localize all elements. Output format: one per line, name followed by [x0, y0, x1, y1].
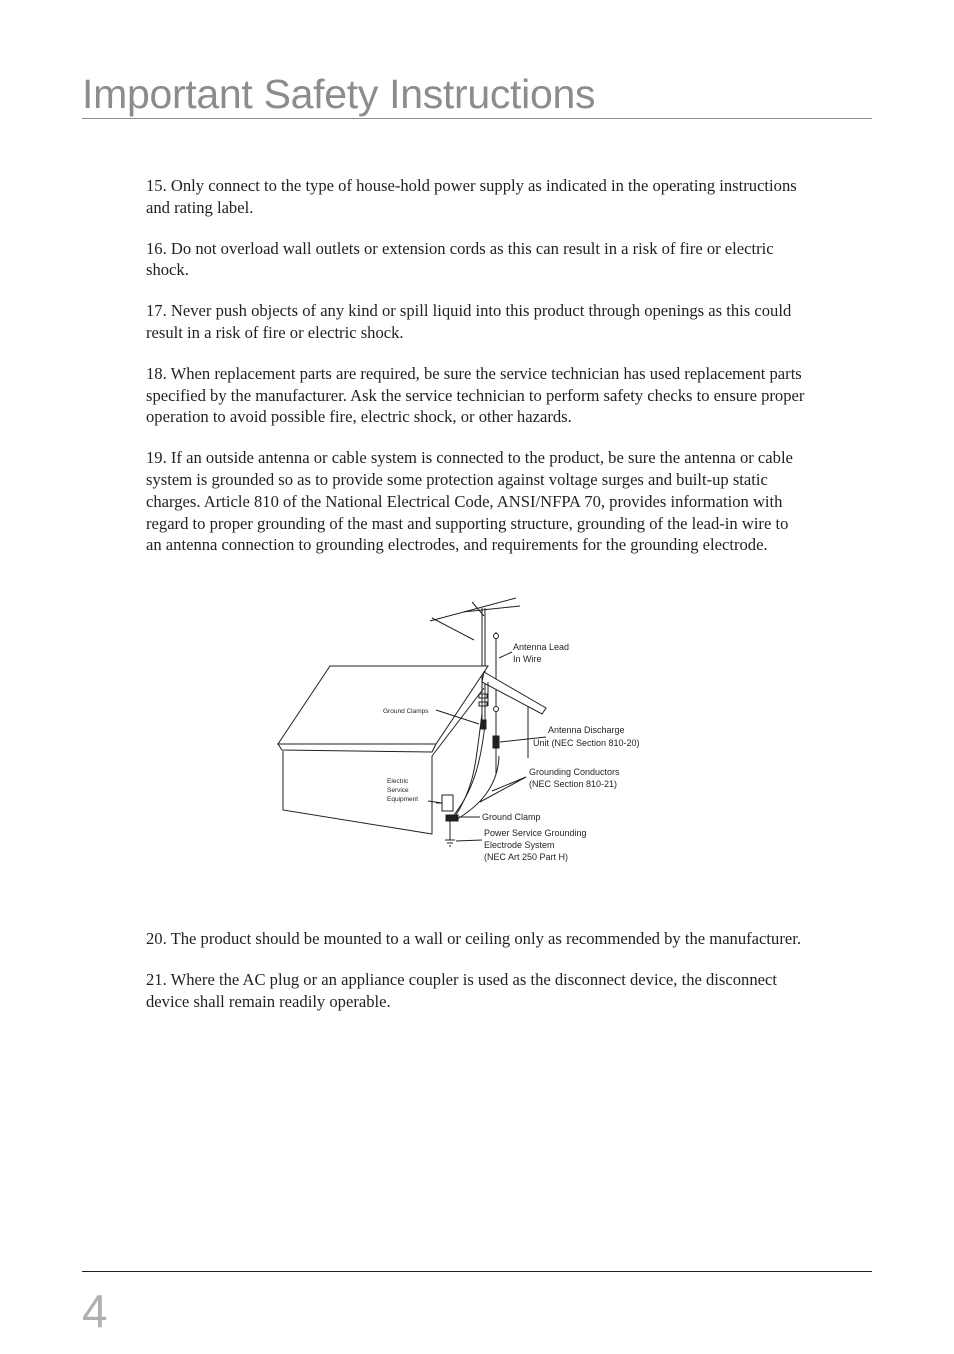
- house-roof-edge: [278, 744, 436, 752]
- label-antenna-lead: Antenna Lead: [513, 642, 570, 652]
- instruction-18: 18. When replacement parts are required, be sure the service technician has used replacement parts specified by the manufacturer. Ask the service technician to perform safety checks to ensure proper operation to avoid possible fire, electric shock, or other hazards.: [146, 363, 805, 427]
- house-wall: [283, 751, 432, 834]
- ground-clamp: [479, 702, 487, 706]
- footer-divider: [82, 1271, 872, 1272]
- label-nec-810-21: (NEC Section 810-21): [529, 779, 618, 789]
- instruction-16: 16. Do not overload wall outlets or extension cords as this can result in a risk of fire or electric shock.: [146, 238, 774, 280]
- antenna-element: [463, 606, 520, 612]
- ground-clamp: [479, 694, 487, 698]
- antenna-element: [430, 598, 516, 621]
- antenna-grounding-diagram: [270, 596, 670, 871]
- page-title: Important Safety Instructions: [82, 71, 596, 117]
- ground-clamp: [481, 720, 486, 729]
- leader-line: [456, 840, 482, 841]
- leader-line: [480, 777, 526, 802]
- label-in-wire: In Wire: [513, 654, 542, 664]
- label-grounding-conductors: Grounding Conductors: [529, 767, 620, 777]
- grounding-conductor: [450, 724, 485, 820]
- instruction-17: 17. Never push objects of any kind or spill liquid into this product through openings as this could result in a risk of fire or electric shock.: [146, 301, 792, 342]
- antenna-discharge-unit: [493, 736, 499, 748]
- lead-in-terminal: [494, 707, 499, 712]
- label-electrode-system: Electrode System: [484, 840, 555, 850]
- grounding-diagram-svg: [270, 596, 670, 871]
- leader-line: [428, 801, 442, 803]
- label-nec-art-250: (NEC Art 250 Part H): [484, 852, 569, 862]
- instruction-20: 20. The product should be mounted to a wall or ceiling only as recommended by the manufacturer.: [146, 929, 801, 948]
- label-equipment: Equipment: [387, 796, 419, 803]
- label-power-service-grounding: Power Service Grounding: [484, 828, 587, 838]
- label-service: Service: [387, 787, 409, 794]
- instruction-19: 19. If an outside antenna or cable system is connected to the product, be sure the antenna or cable system is grounded so as to provide some protection against voltage surges and built-up static charges. Article 810 of the National Electrical Code, ANSI/NFPA 70, provides information with regard to proper grounding of the mast and supporting structure, grounding of the lead-in wire to an antenna connection to grounding electrodes, and requirements for the grounding electrode.: [146, 448, 793, 555]
- instructions-lower: [146, 928, 806, 1031]
- house-side-roof: [482, 672, 546, 714]
- instruction-21: 21. Where the AC plug or an appliance coupler is used as the disconnect device, the disconnect device shall remain readily operable.: [146, 969, 777, 1011]
- label-ground-clamp: Ground Clamp: [482, 812, 541, 822]
- house-roof: [278, 666, 488, 744]
- page-number: 4: [82, 1285, 108, 1337]
- bottom-ground-clamp: [446, 815, 458, 821]
- lead-in-terminal: [494, 634, 499, 639]
- leader-line: [499, 652, 512, 658]
- label-discharge-unit: Unit (NEC Section 810-20): [533, 738, 640, 748]
- label-ground-clamps: Ground Clamps: [383, 708, 429, 715]
- title-divider: [82, 118, 872, 119]
- label-antenna-discharge: Antenna Discharge: [548, 725, 625, 735]
- leader-line: [492, 777, 526, 791]
- instructions-upper: [146, 175, 806, 575]
- instruction-15: 15. Only connect to the type of house-hold power supply as indicated in the operating instructions and rating label.: [146, 176, 797, 217]
- antenna-element: [432, 618, 474, 640]
- electric-service-box: [442, 795, 453, 811]
- label-electric: Electric: [387, 778, 409, 785]
